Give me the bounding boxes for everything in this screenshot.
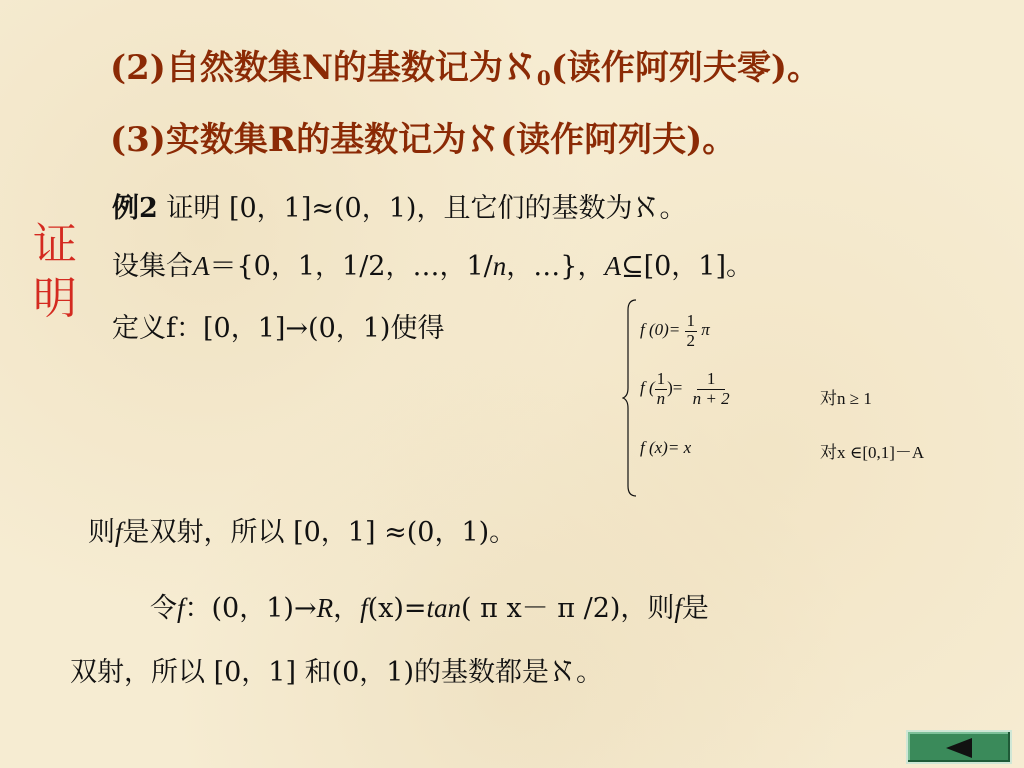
left-brace [622,298,642,498]
case-1-lhs: f (0)= [640,320,681,340]
proof-label [30,218,80,326]
set-def-middle: ＝{0，1，1/2，…，1/ [209,251,493,282]
set-def-tail: ，…}， [506,251,605,282]
tan-prefix: 令 [150,593,177,624]
var-f: f [674,593,682,623]
var-n: n [492,251,507,281]
set-def-subset: ⊆[0，1]。 [620,251,753,282]
heading-2-suffix: (读作阿列夫零)。 [550,48,822,88]
fraction-numerator: 1 [656,369,666,388]
tan-part1: ：(0，1)→ [184,593,317,624]
example-label: 例2 [112,193,158,224]
var-f: f [360,593,368,623]
case-row-1 [640,312,710,350]
var-f: f [115,517,123,547]
heading-line-3 [110,112,736,161]
case-2-close: )= [667,378,683,398]
bijection-statement [88,510,516,549]
aleph-symbol: ℵ [466,120,501,160]
fraction-denominator: n [656,388,666,408]
proof-label-char-1: 证 [33,219,77,270]
tan-part3: ( π x－ π /2)，则 [461,593,675,624]
case-row-2 [640,370,730,408]
bijection-text: 是双射，所以 [0，1] ≈(0，1)。 [122,517,517,548]
fraction [655,370,668,408]
case-3-lhs: f (x)= x [640,438,692,457]
example-statement [112,186,686,225]
heading-2-text: (2)自然数集N的基数记为 [110,48,503,88]
fraction [693,370,730,408]
case-row-3 [640,438,691,458]
bijection-prefix: 则 [88,517,115,548]
heading-3-suffix: (读作阿列夫)。 [500,120,737,160]
set-def-prefix: 设集合 [112,251,193,282]
aleph-symbol: ℵ [502,48,537,88]
fraction-denominator: n + 2 [692,388,730,408]
case-3-condition: 对x ∈[0,1]－A [820,443,925,462]
tan-part4: 是 [681,593,709,624]
tan-part2: (x)= [367,593,427,624]
aleph-subscript: 0 [536,66,551,90]
fraction [685,312,698,350]
piecewise-definition [622,298,982,498]
function-definition [112,306,444,345]
tan-comma: ， [333,593,361,624]
final-statement [70,650,603,689]
set-definition [112,244,753,283]
fraction-denominator: 2 [686,330,696,350]
fraction-numerator: 1 [686,311,696,330]
case-2-condition: 对n ≥ 1 [820,389,872,408]
tan-statement [150,586,709,625]
fraction-numerator: 1 [697,370,726,390]
heading-line-2 [110,40,821,90]
back-button[interactable] [906,730,1012,764]
proof-label-char-2: 明 [33,273,77,324]
var-A: A [604,251,621,281]
func-def-text: 定义f：[0，1]→(0，1)使得 [112,313,445,344]
back-triangle-icon [946,738,972,758]
var-f: f [177,593,185,623]
var-A: A [193,251,210,281]
var-R: R [316,593,334,623]
final-text: 双射，所以 [0，1] 和(0，1)的基数都是ℵ。 [70,657,604,688]
heading-3-text: (3)实数集R的基数记为 [110,120,467,160]
tan-function: tan [426,593,462,623]
example-text: 证明 [0，1]≈(0，1)，且它们的基数为ℵ。 [166,193,687,224]
case-2-f: f ( [640,378,655,398]
pi-symbol: π [701,320,710,340]
